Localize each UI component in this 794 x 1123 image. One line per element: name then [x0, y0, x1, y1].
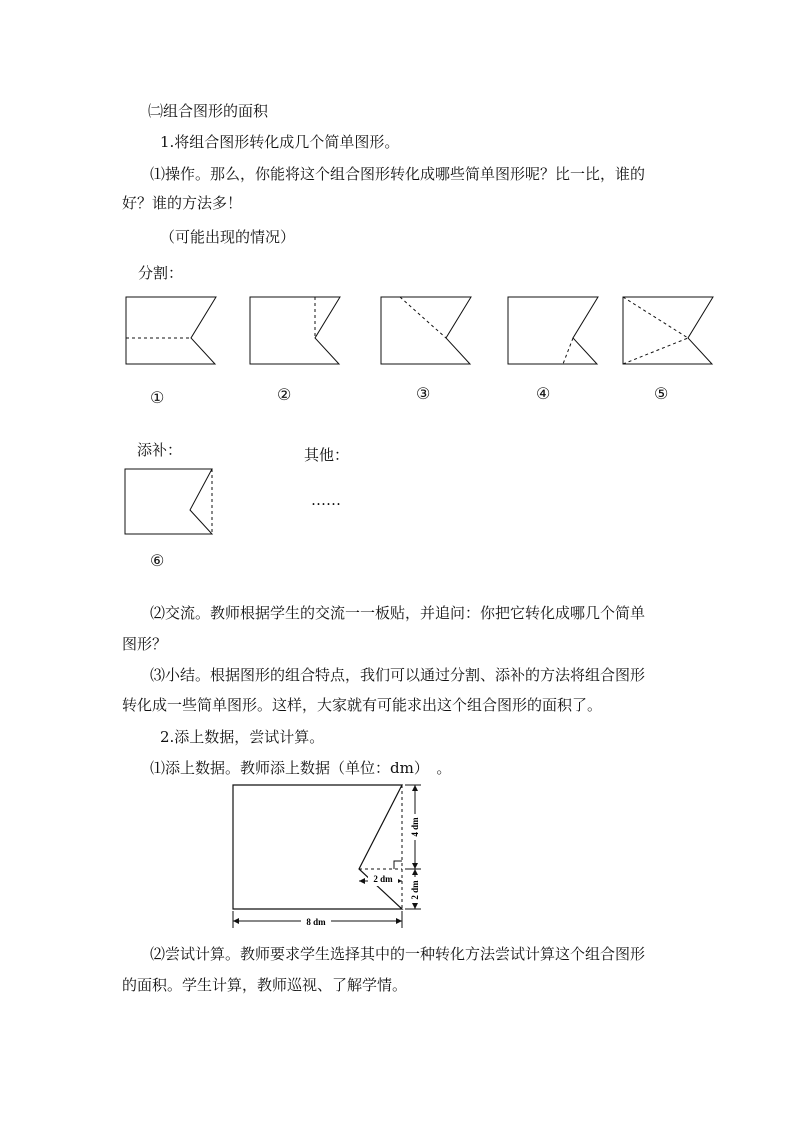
possible-cases-note: （可能出现的情况）: [160, 228, 296, 246]
summary-paragraph-line-2: 转化成一些简单图形。这样，大家就有可能求出这个组合图形的面积了。: [122, 696, 603, 714]
figure-1-split-horizontal: [125, 296, 217, 366]
figure-1-label: ①: [150, 388, 165, 407]
fill-label: 添补：: [137, 441, 183, 459]
split-label: 分割：: [138, 264, 184, 282]
operation-paragraph-line-2: 好？谁的方法多！: [122, 194, 243, 212]
figure-4-label: ④: [536, 384, 551, 403]
figure-5-split-triangles: [622, 296, 714, 366]
operation-paragraph-line-1: ⑴操作。那么，你能将这个组合图形转化成哪些简单图形呢？比一比，谁的: [150, 165, 646, 183]
dim-2dm-horizontal: 2 dm: [373, 874, 393, 884]
figure-3-label: ③: [416, 384, 431, 403]
figure-6-label: ⑥: [150, 551, 165, 570]
other-label: 其他：: [304, 446, 350, 464]
figure-5-label: ⑤: [654, 384, 669, 403]
figure-6-fill: [124, 468, 214, 536]
section-heading: ㈡组合图形的面积: [148, 102, 269, 120]
figure-3-split-diagonal: [380, 296, 472, 366]
summary-paragraph-line-1: ⑶小结。根据图形的组合特点，我们可以通过分割、添补的方法将组合图形: [150, 666, 646, 684]
figure-2-label: ②: [277, 385, 292, 404]
try-calc-paragraph-line-2: 的面积。学生计算，教师巡视、了解学情。: [122, 976, 408, 994]
dim-8dm: 8 dm: [306, 917, 326, 927]
ellipsis: ……: [311, 491, 341, 509]
dimensioned-figure: [225, 782, 435, 932]
exchange-paragraph-line-1: ⑵交流。教师根据学生的交流一一板贴，并追问：你把它转化成哪几个简单: [150, 604, 646, 622]
add-data-paragraph: ⑴添上数据。教师添上数据（单位：dm） 。: [150, 759, 452, 777]
figure-4-split-bottom: [507, 296, 599, 366]
try-calc-paragraph-line-1: ⑵尝试计算。教师要求学生选择其中的一种转化方法尝试计算这个组合图形: [150, 945, 646, 963]
dim-4dm: 4 dm: [410, 817, 420, 837]
exchange-paragraph-line-2: 图形？: [122, 635, 168, 653]
step-1-title: 1.将组合图形转化成几个简单图形。: [160, 133, 400, 151]
step-2-title: 2.添上数据，尝试计算。: [160, 728, 325, 746]
dim-2dm-vertical: 2 dm: [410, 880, 420, 900]
figure-2-split-vertical: [249, 296, 341, 366]
